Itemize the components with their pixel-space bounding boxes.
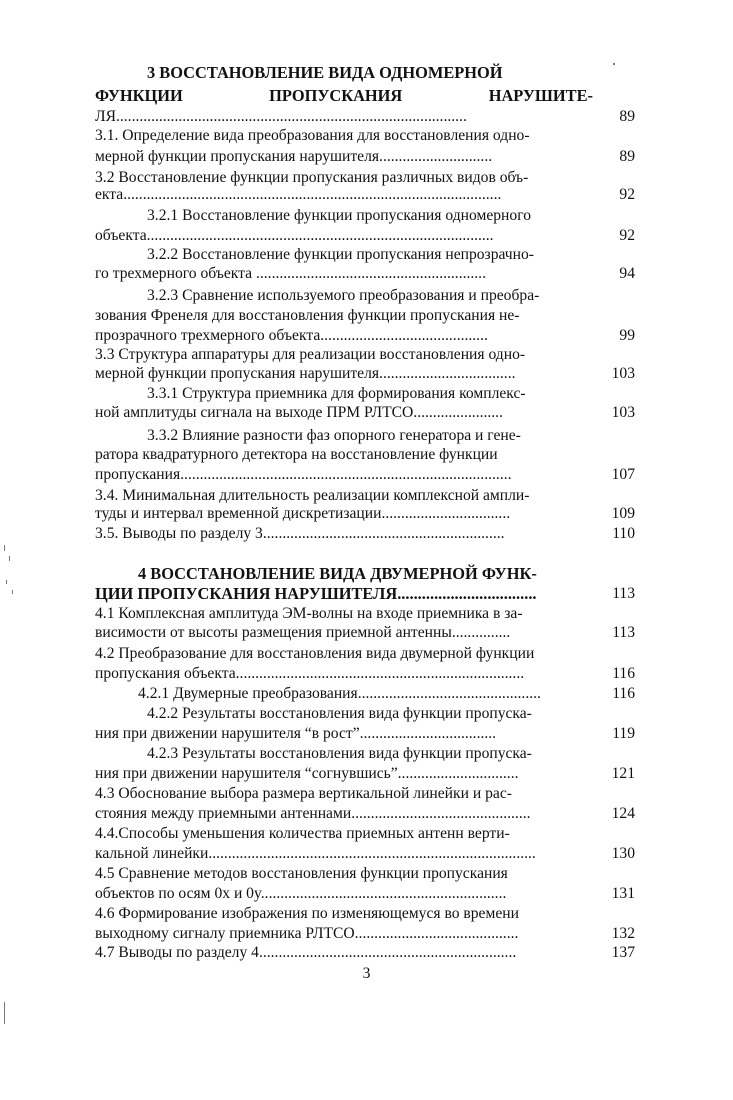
page-ref: 121 xyxy=(611,765,635,782)
page-ref: 92 xyxy=(619,186,635,203)
toc-entry-3-1-cont: мерной функции пропускания нарушителя............................. 89 xyxy=(95,146,635,168)
page-ref: 132 xyxy=(611,925,635,942)
section-3-heading-line3: ЛЯ.......................................................................................... 89 xyxy=(95,106,635,128)
section-4-heading-line2: ЦИИ ПРОПУСКАНИЯ НАРУШИТЕЛЯ.................................. 113 xyxy=(95,584,635,603)
toc-entry-3-2: 3.2 Восстановление функции пропускания различных видов объ- xyxy=(95,169,529,186)
toc-entry-4-2-2-cont: ния при движении нарушителя “в рост”................................... 119 xyxy=(95,723,635,745)
toc-entry-4-4-cont: кальной линейки.................................................................................... 130 xyxy=(95,843,635,865)
page-ref: 99 xyxy=(619,327,635,344)
toc-entry-4-3: 4.3 Обоснование выбора размера вертикальной линейки и рас- xyxy=(95,785,512,802)
toc-entry-3-3-2: 3.3.2 Влияние разности фаз опорного генератора и гене- xyxy=(147,427,521,444)
page-ref: 113 xyxy=(612,585,635,602)
toc-entry-3-3-1: 3.3.1 Структура приемника для формирования комплекс- xyxy=(147,385,526,402)
toc-entry-3-4: 3.4. Минимальная длительность реализации комплексной ампли- xyxy=(95,487,530,504)
page-ref: 131 xyxy=(611,885,635,902)
page-ref: 119 xyxy=(612,725,635,742)
toc-entry-4-4: 4.4.Способы уменьшения количества приемных антенн верти- xyxy=(95,825,510,842)
page-ref: 103 xyxy=(611,365,635,382)
toc-entry-3-5: 3.5. Выводы по разделу 3.............................................................. 110 xyxy=(95,523,635,545)
toc-entry-4-3-cont: стояния между приемными антеннами.............................................. 124 xyxy=(95,803,635,825)
page-ref: 116 xyxy=(612,665,635,682)
toc-entry-3-3-2-cont2: пропускания..................................................................................... 107 xyxy=(95,464,635,486)
toc-entry-3-3-2-cont1: ратора квадратурного детектора на восстановление функции xyxy=(95,446,498,463)
section-4-heading-line1: 4 ВОССТАНОВЛЕНИЕ ВИДА ДВУМЕРНОЙ ФУНК- xyxy=(138,564,537,583)
toc-entry-3-2-3: 3.2.3 Сравнение используемого преобразования и преобра- xyxy=(147,287,540,304)
toc-entry-3-2-1-cont: объекта......................................................................................... 92 xyxy=(95,225,635,247)
toc-entry-3-3-cont: мерной функции пропускания нарушителя................................... 103 xyxy=(95,363,635,385)
toc-entry-3-2-3-cont1: зования Френеля для восстановления функции пропускания не- xyxy=(95,307,520,324)
page-ref: 103 xyxy=(611,404,635,421)
scan-artifact xyxy=(12,590,13,594)
scan-artifact xyxy=(6,580,7,584)
toc-entry-4-2-3-cont: ния при движении нарушителя “согнувшись”............................... 121 xyxy=(95,763,635,785)
toc-entry-3-1: 3.1. Определение вида преобразования для восстановления одно- xyxy=(95,127,530,144)
page-ref: 113 xyxy=(612,624,635,641)
toc-entry-3-3: 3.3 Структура аппаратуры для реализации восстановления одно- xyxy=(95,346,526,363)
toc-entry-4-6-cont: выходному сигналу приемника РЛТСО.......................................... 132 xyxy=(95,923,635,945)
page-ref: 89 xyxy=(619,108,635,125)
scan-artifact xyxy=(4,1002,5,1024)
toc-entry-3-3-1-cont: ной амплитуды сигнала на выходе ПРМ РЛТСО....................... 103 xyxy=(95,402,635,424)
scan-artifact xyxy=(9,556,10,561)
page-ref: 130 xyxy=(611,845,635,862)
toc-entry-4-2-1: 4.2.1 Двумерные преобразования............................................... 116 xyxy=(95,683,635,705)
toc-entry-3-2-2-cont: го трехмерного объекта ........................................................... 94 xyxy=(95,263,635,285)
page-ref: 107 xyxy=(611,466,635,483)
toc-entry-3-2-cont: екта................................................................................................. 92 xyxy=(95,184,635,206)
toc-entry-4-2-cont: пропускания объекта.......................................................................... 116 xyxy=(95,663,635,685)
page-ref: 110 xyxy=(612,525,635,542)
toc-entry-4-7: 4.7 Выводы по разделу 4.................................................................. 137 xyxy=(95,942,635,964)
toc-entry-4-1-cont: висимости от высоты размещения приемной антенны............... 113 xyxy=(95,622,635,644)
toc-entry-4-2-3: 4.2.3 Результаты восстановления вида функции пропуска- xyxy=(147,745,532,762)
toc-entry-4-1: 4.1 Комплексная амплитуда ЭМ-волны на входе приемника в за- xyxy=(95,605,523,622)
page-ref: 124 xyxy=(611,805,635,822)
scan-artifact xyxy=(4,545,5,551)
toc-entry-4-5: 4.5 Сравнение методов восстановления функции пропускания xyxy=(95,865,508,882)
toc-entry-4-2: 4.2 Преобразование для восстановления вида двумерной функции xyxy=(95,645,535,662)
section-3-heading-line1: 3 ВОССТАНОВЛЕНИЕ ВИДА ОДНОМЕРНОЙ xyxy=(147,63,503,82)
section-3-heading-line2: ФУНКЦИИ ПРОПУСКАНИЯ НАРУШИТЕ- xyxy=(95,86,593,105)
page-number: 3 xyxy=(362,965,371,982)
toc-entry-4-5-cont: объектов по осям 0x и 0y............................................................... 131 xyxy=(95,883,635,905)
page-ref: 109 xyxy=(611,505,635,522)
toc-entry-3-2-2: 3.2.2 Восстановление функции пропускания непрозрачно- xyxy=(147,246,534,263)
page-ref: 137 xyxy=(611,944,635,961)
page-ref: 89 xyxy=(619,148,635,165)
scan-artifact xyxy=(613,63,615,65)
toc-entry-4-6: 4.6 Формирование изображения по изменяющемуся во времени xyxy=(95,905,519,922)
page-ref: 94 xyxy=(619,265,635,282)
toc-entry-3-2-3-cont2: прозрачного трехмерного объекта........................................... 99 xyxy=(95,325,635,347)
toc-entry-4-2-2: 4.2.2 Результаты восстановления вида функции пропуска- xyxy=(147,705,532,722)
page-ref: 116 xyxy=(612,685,635,702)
toc-entry-3-4-cont: туды и интервал временной дискретизации................................. 109 xyxy=(95,503,635,525)
page-ref: 92 xyxy=(619,227,635,244)
toc-entry-3-2-1: 3.2.1 Восстановление функции пропускания одномерного xyxy=(147,207,532,224)
